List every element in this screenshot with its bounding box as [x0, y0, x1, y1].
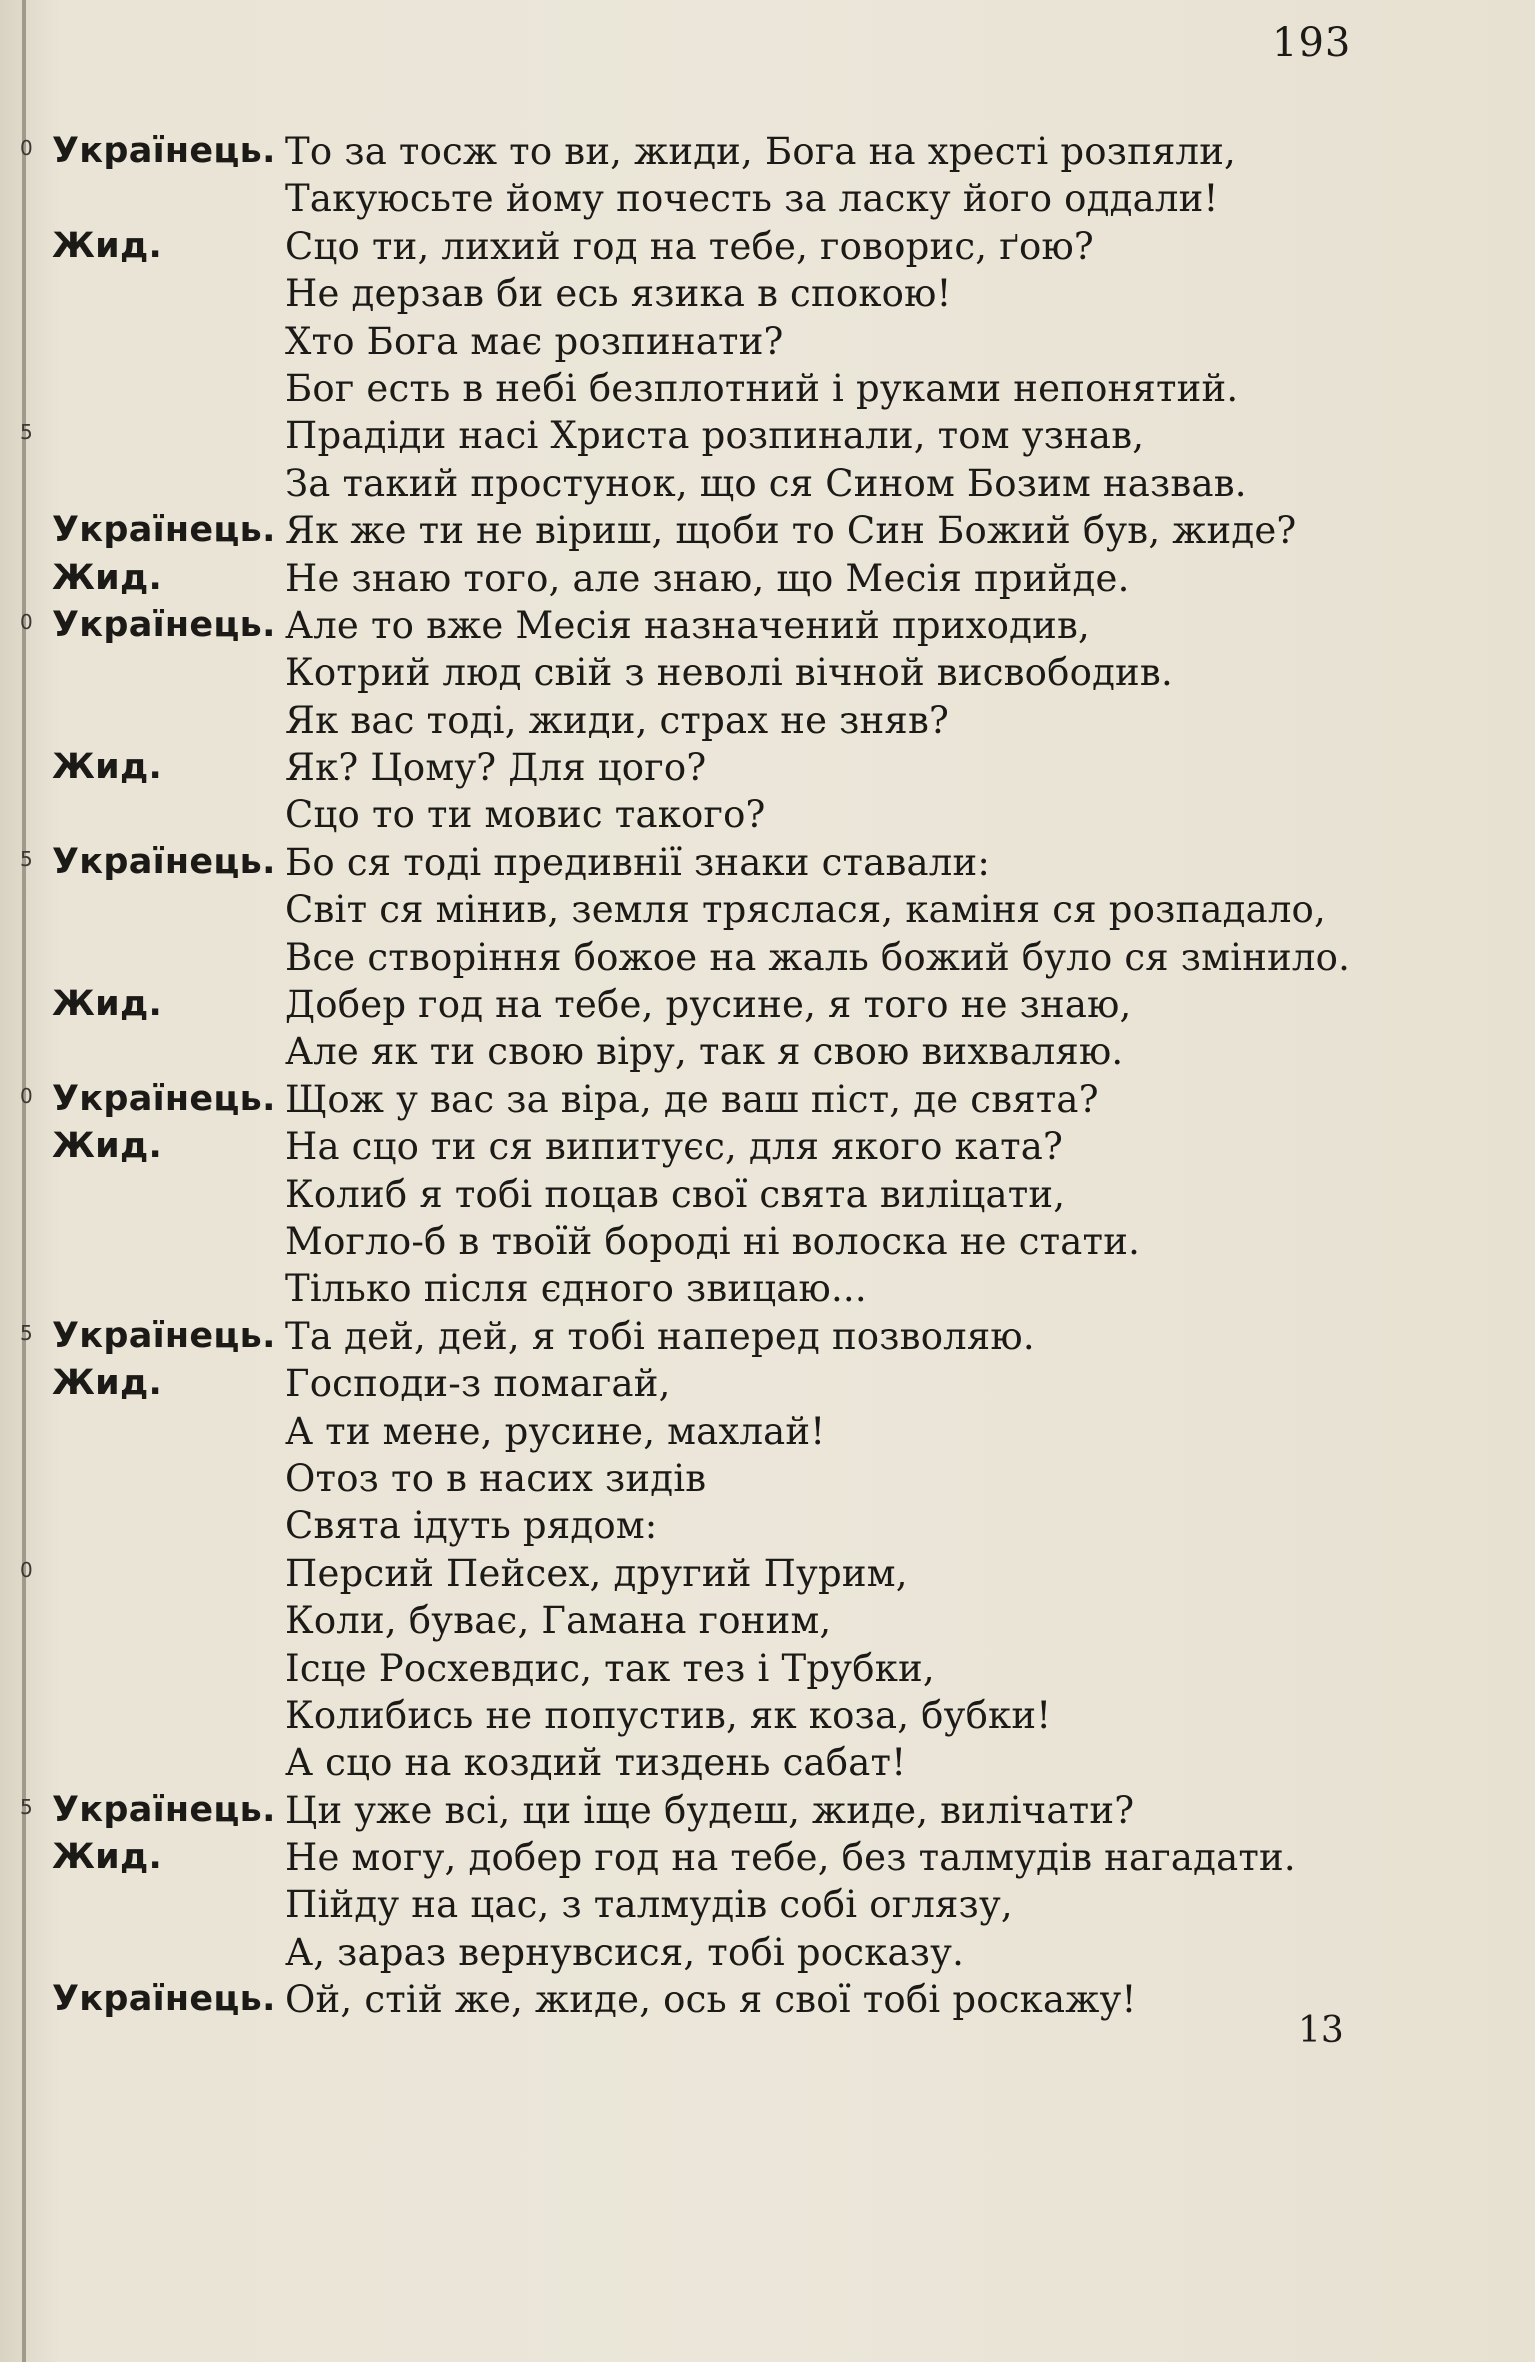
dialogue-line — [40, 697, 1440, 744]
verse-text: Не дерзав би есь язика в спокою! — [285, 272, 952, 316]
line-number-marker: 0 — [20, 136, 33, 160]
verse-text: Котрий люд свій з неволі вічной висвободив. — [285, 651, 1173, 695]
verse-text: Ісце Росхевдис, так тез і Трубки, — [285, 1646, 935, 1690]
dialogue-line — [20, 412, 1440, 459]
dialogue-line — [40, 1171, 1440, 1218]
verse-text: Ци уже всі, ци іще будеш, жиде, вилічати? — [285, 1788, 1135, 1832]
dialogue-line — [40, 223, 1440, 270]
dialogue-line — [40, 1597, 1440, 1644]
speaker-label: Жид. — [52, 1363, 163, 1404]
verse-text: Тілько після єдного звицаю... — [285, 1267, 867, 1311]
dialogue-line — [40, 365, 1440, 412]
dialogue-line — [40, 1692, 1440, 1739]
verse-text: Все створіння божое на жаль божий було ся змінило. — [285, 935, 1351, 979]
dialogue-line — [40, 318, 1440, 365]
verse-text: Але як ти свою віру, так я свою вихваляю. — [285, 1030, 1124, 1074]
speaker-label: Українець. — [52, 131, 276, 171]
speaker-label: Українець. — [52, 1078, 276, 1119]
verse-text: Сцо ти, лихий год на тебе, говорис, ґою? — [285, 224, 1094, 268]
speaker-label: Українець. — [52, 1789, 276, 1830]
line-number-marker: 5 — [20, 1320, 33, 1345]
verse-text: Прадіди насі Христа розпинали, том узнав, — [285, 414, 1145, 458]
dialogue-line — [40, 507, 1440, 554]
verse-text: За такий простунок, що ся Сином Бозим назвав. — [285, 461, 1247, 505]
dialogue-line — [40, 1360, 1440, 1407]
dialogue-line — [40, 1645, 1440, 1692]
verse-text: Пійду на цас, з талмудів собі оглязу, — [285, 1883, 1013, 1927]
dialogue-line — [40, 1265, 1440, 1312]
verse-text: Сцо то ти мовис такого? — [285, 793, 766, 837]
dialogue-line — [40, 934, 1440, 981]
verse-text: Бо ся тоді предивнії знаки ставали: — [285, 840, 990, 884]
dialogue-line — [20, 1076, 1440, 1123]
verse-text: Але то вже Месія назначений приходив, — [285, 603, 1090, 647]
speaker-label: Українець. — [52, 841, 276, 882]
verse-text: Господи-з помагай, — [285, 1362, 671, 1406]
verse-text: Бог есть в небі безплотний і руками непонятий. — [285, 366, 1239, 410]
signature-mark: 13 — [1298, 2010, 1344, 2051]
speaker-label: Жид. — [52, 557, 163, 598]
dialogue-line — [40, 555, 1440, 602]
verse-text: То за тосж то ви, жиди, Бога на хресті розпяли, — [285, 130, 1237, 173]
dialogue-line — [20, 1550, 1440, 1597]
dialogue-line — [40, 981, 1440, 1028]
dialogue-text-block — [20, 128, 1440, 2024]
dialogue-line — [40, 270, 1440, 317]
dialogue-line — [20, 1787, 1440, 1834]
verse-text: Персий Пейсех, другий Пурим, — [285, 1551, 908, 1595]
dialogue-line — [40, 1408, 1440, 1455]
dialogue-line — [20, 128, 1440, 175]
verse-text: Могло-б в твоїй бороді ні волоска не стати. — [285, 1219, 1141, 1263]
line-number-marker: 0 — [20, 1557, 33, 1582]
verse-text: Та дей, дей, я тобі наперед позволяю. — [285, 1314, 1035, 1358]
dialogue-line — [20, 839, 1440, 886]
dialogue-line — [40, 1739, 1440, 1786]
verse-text: Не знаю того, але знаю, що Месія прийде. — [285, 556, 1130, 600]
dialogue-line — [40, 886, 1440, 933]
verse-text: А, зараз вернувсися, тобі росказу. — [285, 1930, 965, 1974]
dialogue-line — [40, 1976, 1440, 2023]
speaker-label: Жид. — [52, 225, 163, 266]
verse-text: Колиб я тобі поцав свої свята виліцати, — [285, 1172, 1066, 1216]
dialogue-line — [40, 1834, 1440, 1881]
verse-text: Щож у вас за віра, де ваш піст, де свята? — [285, 1077, 1099, 1121]
verse-text: Хто Бога має розпинати? — [285, 319, 784, 363]
verse-text: Отоз то в насих зидів — [285, 1456, 707, 1500]
speaker-label: Жид. — [52, 1126, 163, 1167]
verse-text: Добер год на тебе, русине, я того не знаю, — [285, 983, 1132, 1027]
speaker-label: Українець. — [52, 1315, 276, 1356]
verse-text: Як? Цому? Для цого? — [285, 746, 707, 790]
page-gutter-edge — [22, 0, 26, 2362]
verse-text: Свята ідуть рядом: — [285, 1504, 658, 1548]
line-number-marker: 0 — [20, 1083, 33, 1108]
dialogue-line — [40, 1028, 1440, 1075]
verse-text: На сцо ти ся випитуєс, для якого ката? — [285, 1125, 1064, 1169]
line-number-marker: 5 — [20, 1794, 33, 1819]
dialogue-line — [40, 1502, 1440, 1549]
verse-text: Як вас тоді, жиди, страх не зняв? — [285, 698, 950, 742]
dialogue-line — [20, 1313, 1440, 1360]
verse-text: Коли, буває, Гамана гоним, — [285, 1599, 832, 1643]
verse-text: А сцо на коздий тиздень сабат! — [285, 1741, 907, 1785]
verse-text: Не могу, добер год на тебе, без талмудів нагадати. — [285, 1836, 1296, 1880]
dialogue-line — [40, 175, 1440, 222]
verse-text: Ой, стій же, жиде, ось я свої тобі роскажу! — [285, 1978, 1137, 2022]
speaker-label: Українець. — [52, 1979, 276, 2020]
verse-text: Колибись не попустив, як коза, бубки! — [285, 1693, 1052, 1737]
verse-text: Світ ся мінив, земля тряслася, каміня ся розпадало, — [285, 888, 1326, 932]
speaker-label: Жид. — [52, 984, 163, 1025]
dialogue-line — [40, 791, 1440, 838]
dialogue-line — [40, 744, 1440, 791]
dialogue-line — [40, 1455, 1440, 1502]
dialogue-line — [40, 460, 1440, 507]
dialogue-line — [40, 1218, 1440, 1265]
verse-text: Як же ти не віриш, щоби то Син Божий був, жиде? — [285, 509, 1297, 553]
line-number-marker: 0 — [20, 609, 33, 634]
verse-text: А ти мене, русине, махлай! — [285, 1409, 826, 1453]
dialogue-line — [20, 602, 1440, 649]
dialogue-line — [40, 1881, 1440, 1928]
dialogue-line — [40, 1123, 1440, 1170]
page-number: 193 — [1272, 20, 1352, 66]
speaker-label: Жид. — [52, 747, 163, 788]
line-number-marker: 5 — [20, 846, 33, 871]
speaker-label: Жид. — [52, 1837, 163, 1878]
speaker-label: Українець. — [52, 510, 276, 551]
dialogue-line — [40, 649, 1440, 696]
dialogue-line — [40, 1929, 1440, 1976]
line-number-marker: 5 — [20, 420, 33, 445]
speaker-label: Українець. — [52, 604, 276, 645]
verse-text: Такуюсьте йому почесть за ласку його оддали! — [285, 177, 1219, 221]
